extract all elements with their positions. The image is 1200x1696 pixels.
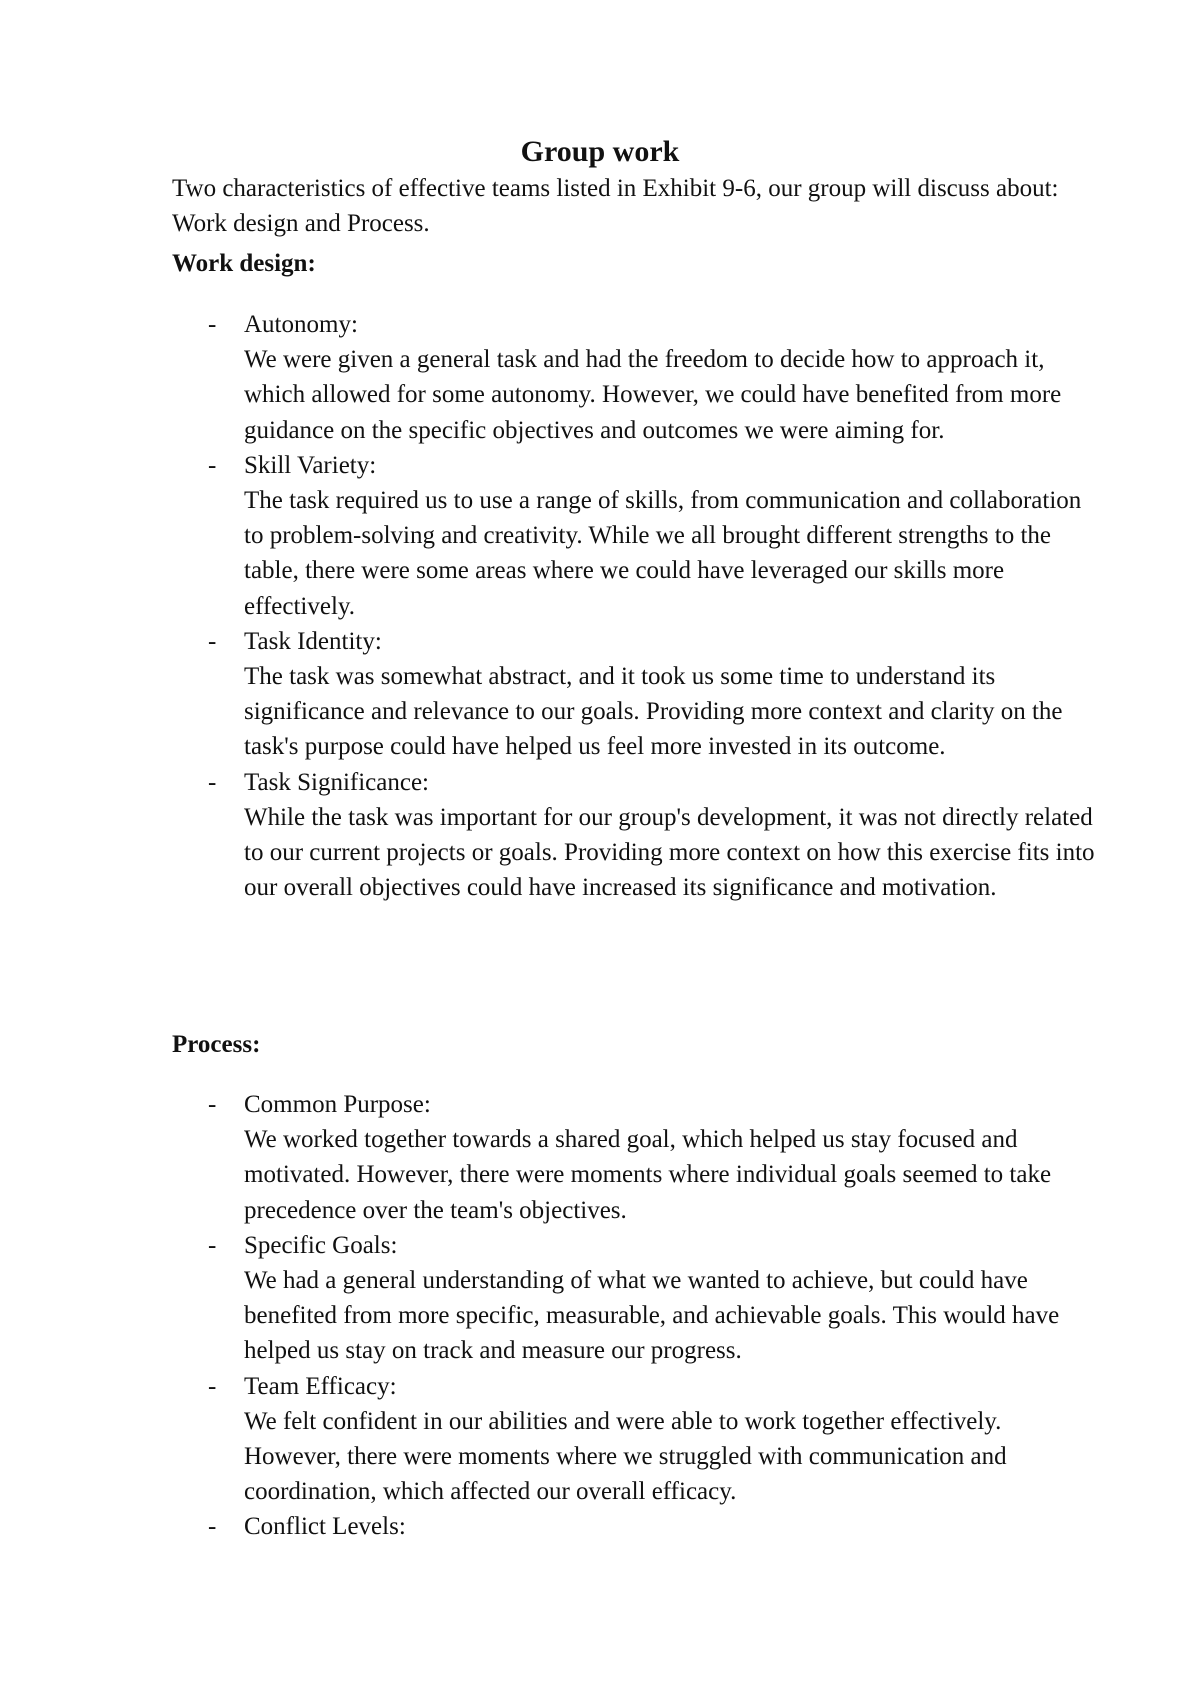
item-label: Team Efficacy: <box>244 1372 397 1400</box>
page-title: Group work <box>520 135 680 169</box>
list-item <box>172 448 1102 624</box>
bullet-dash: - <box>208 1091 217 1118</box>
item-text: We worked together towards a shared goal, which helped us stay focused and motivated. However, there were moments where individual goals seemed to take precedence over the team's objectives. <box>244 1126 1052 1224</box>
list-item <box>172 1228 1102 1369</box>
item-label: Task Identity: <box>244 627 382 655</box>
list-item <box>172 1509 1102 1544</box>
bullet-dash: - <box>208 311 217 338</box>
item-text: We had a general understanding of what we wanted to achieve, but could have benefited from more specific, measurable, and achievable goals. This would have helped us stay on track and measure our progress. <box>244 1267 1060 1365</box>
bullet-dash: - <box>208 451 217 479</box>
list-item <box>172 765 1102 906</box>
intro-paragraph: Two characteristics of effective teams listed in Exhibit 9-6, our group will discuss about: Work design and Process. <box>172 175 1059 237</box>
bullet-dash: - <box>208 1231 217 1259</box>
item-label: Common Purpose: <box>244 1091 431 1118</box>
bullet-dash: - <box>208 1513 217 1541</box>
section-heading-process: Process: <box>172 1031 261 1058</box>
item-label: Conflict Levels: <box>244 1513 406 1541</box>
item-text: We felt confident in our abilities and were able to work together effectively. However, there were moments where we struggled with communication and coordination, which affected our overall efficacy. <box>244 1407 1007 1506</box>
item-label: Autonomy: <box>244 311 358 338</box>
list-item <box>172 307 1102 448</box>
item-text: The task was somewhat abstract, and it took us some time to understand its significance and relevance to our goals. Providing more context and clarity on the task's purpose could have helped us feel more invested in its outcome. <box>244 663 1063 761</box>
item-label: Task Significance: <box>244 768 429 796</box>
bullet-dash: - <box>208 627 217 655</box>
list-item <box>172 1369 1102 1510</box>
section-heading-work-design: Work design: <box>172 250 316 277</box>
item-label: Specific Goals: <box>244 1231 398 1259</box>
bullet-dash: - <box>208 1372 217 1400</box>
item-text: The task required us to use a range of skills, from communication and collaboration to problem-solving and creativity. While we all brought different strengths to the table, there were some areas where we could have leveraged our skills more effectively. <box>244 487 1082 620</box>
list-item <box>172 624 1102 765</box>
work-design-list <box>172 307 1102 905</box>
list-item <box>172 1087 1102 1228</box>
bullet-dash: - <box>208 768 217 796</box>
item-text: While the task was important for our group's development, it was not directly related to our current projects or goals. Providing more context on how this exercise fits into our overall objectives could have increased its significance and motivation. <box>244 803 1095 902</box>
item-text: We were given a general task and had the freedom to decide how to approach it, which allowed for some autonomy. However, we could have benefited from more guidance on the specific objectives and outcomes we were aiming for. <box>244 346 1062 444</box>
item-label: Skill Variety: <box>244 451 377 479</box>
process-list <box>172 1087 1102 1545</box>
